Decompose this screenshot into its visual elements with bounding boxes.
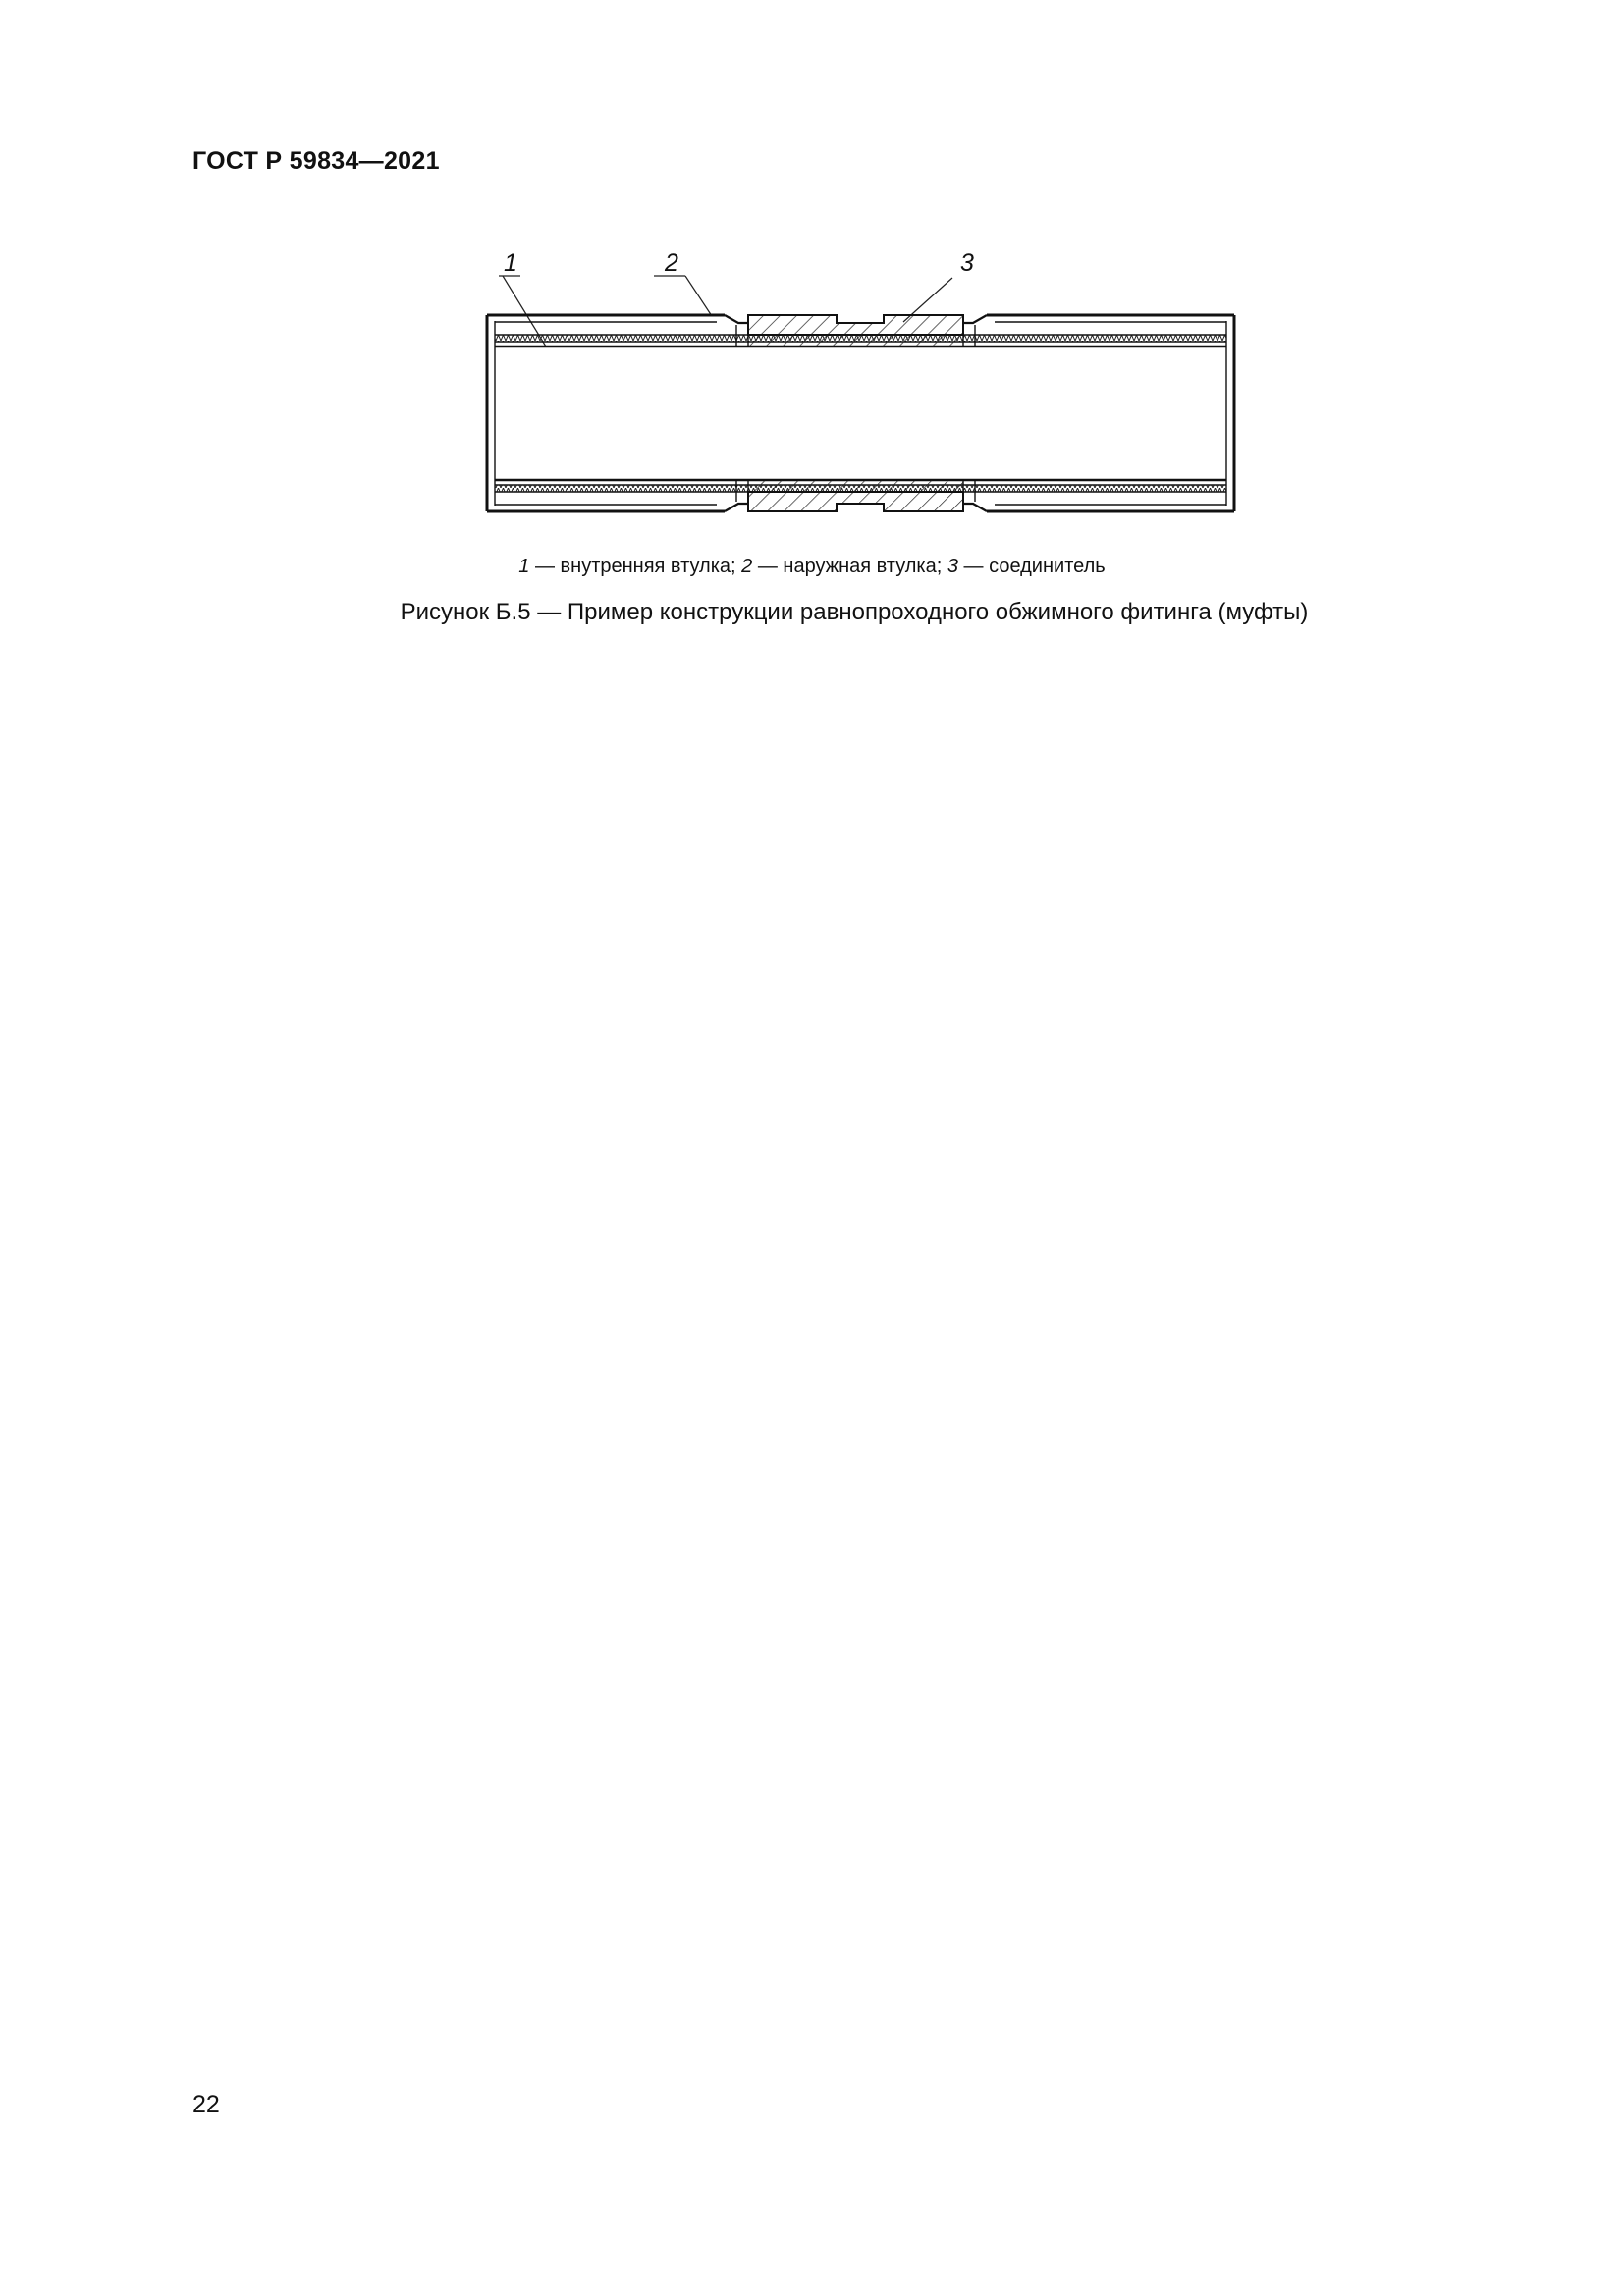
legend-text-2: — наружная втулка; [757, 556, 943, 577]
callout-2: 2 [665, 249, 678, 277]
figure-legend [0, 556, 1624, 578]
callout-1: 1 [504, 249, 517, 277]
figure-caption: Рисунок Б.5 — Пример конструкции равнопроходного обжимного фитинга (муфты) [400, 599, 1309, 625]
legend-num-3: 3 [947, 556, 958, 577]
legend-num-2: 2 [741, 556, 753, 577]
bottom-wall [487, 480, 1234, 511]
legend-text-1: — внутренняя втулка; [534, 556, 736, 577]
page-number: 22 [192, 2091, 220, 2118]
legend-text-3: — соединитель [963, 556, 1106, 577]
document-header: ГОСТ Р 59834—2021 [192, 147, 440, 175]
fitting-drawing [471, 240, 1247, 525]
legend-num-1: 1 [518, 556, 530, 577]
fitting-drawing-svg [471, 240, 1247, 525]
callout-3: 3 [960, 249, 974, 277]
top-wall [487, 315, 1234, 347]
